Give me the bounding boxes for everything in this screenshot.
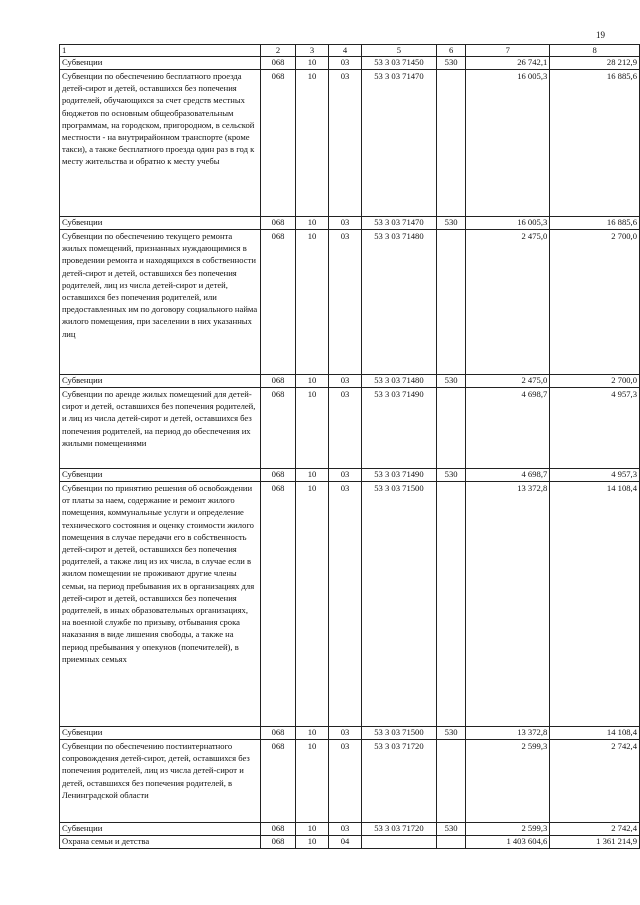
- row-code-vr: 530: [436, 469, 465, 482]
- row-code-gr: 068: [260, 823, 295, 836]
- row-code-vr: 530: [436, 823, 465, 836]
- row-code-pr: 03: [329, 375, 362, 388]
- table-row: [60, 217, 640, 230]
- header-col-5: 5: [362, 45, 437, 57]
- row-code-pr: 03: [329, 217, 362, 230]
- header-col-7: 7: [466, 45, 550, 57]
- row-sum-year2: 2 742,4: [550, 740, 640, 823]
- table-row: [60, 57, 640, 70]
- row-code-gr: 068: [260, 217, 295, 230]
- row-code-gr: 068: [260, 740, 295, 823]
- row-code-csr: 53 3 03 71720: [362, 823, 437, 836]
- row-code-vr: [436, 740, 465, 823]
- row-code-csr: 53 3 03 71480: [362, 230, 437, 375]
- row-name: Субвенции по обеспечению текущего ремонта жилых помещений, признанных нуждающимися в проведении ремонта и находящихся в собственности детей-сирот и детей, оставшихся без попечения родителей, лиц из числа детей-сирот и детей, оставшихся без попечения родителей, или предоставленных им по договору социального найма жилого помещения, при заселении в них указанных лиц: [60, 230, 261, 375]
- row-code-rz: 10: [296, 482, 329, 727]
- row-code-vr: 530: [436, 217, 465, 230]
- row-code-csr: 53 3 03 71720: [362, 740, 437, 823]
- header-col-8: 8: [550, 45, 640, 57]
- row-sum-year2: 2 742,4: [550, 823, 640, 836]
- row-name: Субвенции: [60, 57, 261, 70]
- row-code-rz: 10: [296, 57, 329, 70]
- row-code-gr: 068: [260, 230, 295, 375]
- row-code-rz: 10: [296, 70, 329, 217]
- row-code-rz: 10: [296, 230, 329, 375]
- row-sum-year2: 4 957,3: [550, 469, 640, 482]
- row-code-rz: 10: [296, 469, 329, 482]
- row-code-csr: 53 3 03 71470: [362, 217, 437, 230]
- row-code-pr: 03: [329, 823, 362, 836]
- row-code-vr: [436, 388, 465, 469]
- row-code-pr: 03: [329, 230, 362, 375]
- row-code-csr: 53 3 03 71470: [362, 70, 437, 217]
- row-name: Субвенции: [60, 375, 261, 388]
- row-code-vr: [436, 70, 465, 217]
- row-sum-year1: 4 698,7: [466, 469, 550, 482]
- row-code-pr: 04: [329, 836, 362, 849]
- row-code-csr: [362, 836, 437, 849]
- row-code-gr: 068: [260, 727, 295, 740]
- row-code-vr: 530: [436, 727, 465, 740]
- row-code-rz: 10: [296, 823, 329, 836]
- row-sum-year2: 16 885,6: [550, 217, 640, 230]
- row-sum-year2: 2 700,0: [550, 375, 640, 388]
- row-code-pr: 03: [329, 70, 362, 217]
- row-code-vr: [436, 836, 465, 849]
- row-name: Субвенции по обеспечению бесплатного проезда детей-сирот и детей, оставшихся без попечения родителей, обучающихся за счет средств местных бюджетов по основным общеобразовательным программам, на городском, пригородном, в сельской местности - на внутрирайонном транспорте (кроме такси), а также бесплатного проезда один раз в год к месту жительства и обратно к месту учебы: [60, 70, 261, 217]
- row-sum-year2: 28 212,9: [550, 57, 640, 70]
- row-name: Субвенции: [60, 217, 261, 230]
- row-sum-year1: 13 372,8: [466, 727, 550, 740]
- row-code-gr: 068: [260, 57, 295, 70]
- header-col-1: 1: [60, 45, 261, 57]
- table-row: [60, 375, 640, 388]
- row-code-csr: 53 3 03 71500: [362, 482, 437, 727]
- row-code-rz: 10: [296, 836, 329, 849]
- header-col-4: 4: [329, 45, 362, 57]
- row-sum-year1: 1 403 604,6: [466, 836, 550, 849]
- row-code-csr: 53 3 03 71480: [362, 375, 437, 388]
- row-code-rz: 10: [296, 375, 329, 388]
- row-code-gr: 068: [260, 469, 295, 482]
- table-row: [60, 388, 640, 469]
- table-row: [60, 740, 640, 823]
- row-name: Субвенции: [60, 727, 261, 740]
- table-row: [60, 836, 640, 849]
- row-name: Субвенции по аренде жилых помещений для детей-сирот и детей, оставшихся без попечения родителей, и лиц из числа детей-сирот и детей, оставшихся без попечения родителей, на период до обеспечения их жилыми помещениями: [60, 388, 261, 469]
- row-sum-year2: 1 361 214,9: [550, 836, 640, 849]
- row-sum-year1: 16 005,3: [466, 217, 550, 230]
- row-code-pr: 03: [329, 388, 362, 469]
- table-row: [60, 70, 640, 217]
- table-row: [60, 482, 640, 727]
- row-code-pr: 03: [329, 469, 362, 482]
- row-code-pr: 03: [329, 727, 362, 740]
- row-sum-year2: 2 700,0: [550, 230, 640, 375]
- row-name: Охрана семьи и детства: [60, 836, 261, 849]
- row-code-csr: 53 3 03 71500: [362, 727, 437, 740]
- header-col-2: 2: [260, 45, 295, 57]
- table-row: [60, 823, 640, 836]
- page-number: 19: [596, 30, 605, 40]
- row-code-rz: 10: [296, 740, 329, 823]
- row-sum-year1: 26 742,1: [466, 57, 550, 70]
- header-col-6: 6: [436, 45, 465, 57]
- row-name: Субвенции по принятию решения об освобождении от платы за наем, содержание и ремонт жилого помещения, коммунальные услуги и определение технического состояния и оценку стоимости жилого помещения в случае передачи его в собственность детей-сирот и детей, оставшихся без попечения родителей, а также лиц из их числа, в случае если в жилом помещении не проживают другие члены семьи, на период пребывания их в организациях для детей-сирот и детей, оставшихся без попечения родителей, в иных образовательных организациях, на военной службе по призыву, отбывания срока наказания в виде лишения свободы, а также на период пребывания у опекунов (попечителей), в приемных семьях: [60, 482, 261, 727]
- row-sum-year1: 13 372,8: [466, 482, 550, 727]
- row-code-rz: 10: [296, 727, 329, 740]
- row-sum-year1: 16 005,3: [466, 70, 550, 217]
- row-code-vr: 530: [436, 375, 465, 388]
- row-code-gr: 068: [260, 388, 295, 469]
- row-code-csr: 53 3 03 71450: [362, 57, 437, 70]
- row-code-gr: 068: [260, 375, 295, 388]
- row-code-pr: 03: [329, 482, 362, 727]
- budget-table: [59, 44, 640, 849]
- table-row: [60, 727, 640, 740]
- row-sum-year1: 2 599,3: [466, 740, 550, 823]
- header-row: [60, 45, 640, 57]
- row-sum-year1: 4 698,7: [466, 388, 550, 469]
- row-code-pr: 03: [329, 57, 362, 70]
- row-sum-year1: 2 599,3: [466, 823, 550, 836]
- row-code-pr: 03: [329, 740, 362, 823]
- row-sum-year1: 2 475,0: [466, 375, 550, 388]
- row-sum-year2: 14 108,4: [550, 482, 640, 727]
- row-code-csr: 53 3 03 71490: [362, 388, 437, 469]
- row-code-rz: 10: [296, 388, 329, 469]
- table-row: [60, 469, 640, 482]
- row-code-gr: 068: [260, 70, 295, 217]
- table-row: [60, 230, 640, 375]
- row-sum-year1: 2 475,0: [466, 230, 550, 375]
- row-code-vr: [436, 482, 465, 727]
- row-name: Субвенции: [60, 469, 261, 482]
- row-code-csr: 53 3 03 71490: [362, 469, 437, 482]
- row-sum-year2: 4 957,3: [550, 388, 640, 469]
- row-code-vr: [436, 230, 465, 375]
- row-code-gr: 068: [260, 836, 295, 849]
- header-col-3: 3: [296, 45, 329, 57]
- row-sum-year2: 16 885,6: [550, 70, 640, 217]
- row-code-gr: 068: [260, 482, 295, 727]
- row-name: Субвенции: [60, 823, 261, 836]
- row-sum-year2: 14 108,4: [550, 727, 640, 740]
- row-code-vr: 530: [436, 57, 465, 70]
- row-code-rz: 10: [296, 217, 329, 230]
- row-name: Субвенции по обеспечению постинтернатного сопровождения детей-сирот, детей, оставшихся без попечения родителей, лиц из числа детей-сирот и детей, оставшихся без попечения родителей, в Ленинградской области: [60, 740, 261, 823]
